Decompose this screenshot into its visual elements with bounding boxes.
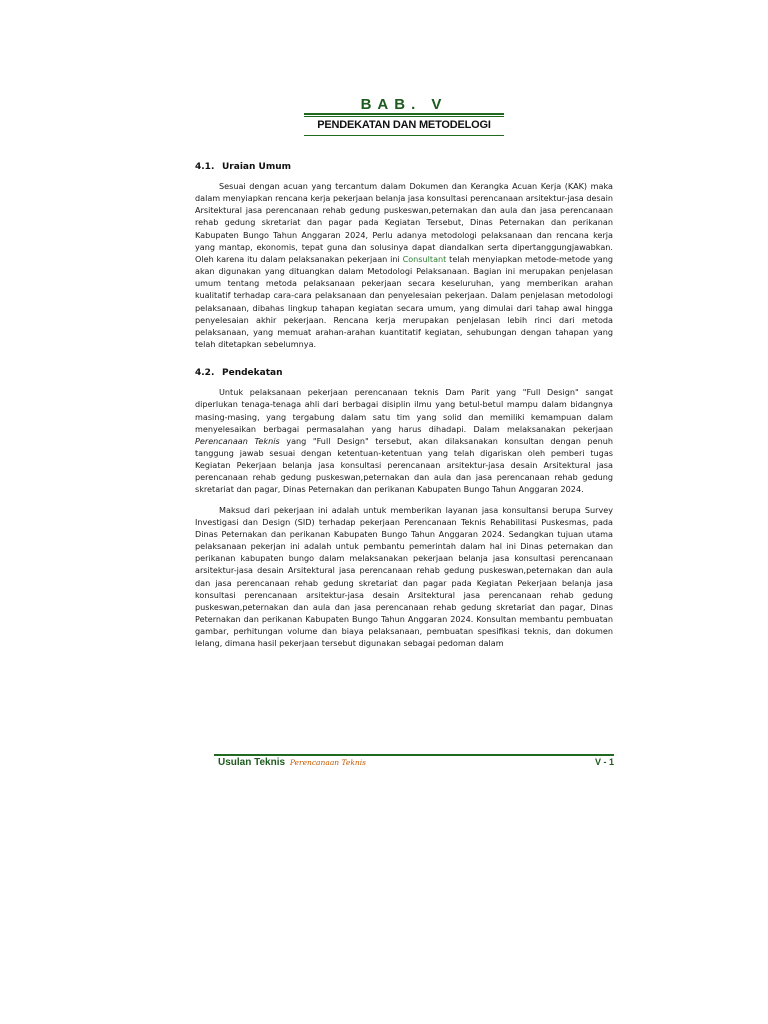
footer-rule [214,754,614,756]
page-number: V - 1 [594,757,614,767]
section-number: 4.1. [195,162,215,172]
document-body [195,160,613,657]
paragraph-text: Untuk pelaksanaan pekerjaan perencanaan teknis Dam Parit yang "Full Design" sangat diperlukan tenaga-tenaga ahli dari berbagai disiplin ilmu yang betul-betul mampu dalam bidangnya masing-masing, yang tergabung dalam satu tim yang solid dan memiliki kemampuan dalam menyelesaikan berbagai permasalahan yang harus dihadapi. Dalam melaksanakan pekerjaan [195,387,613,434]
paragraph [195,386,613,495]
page-title: PENDEKATAN DAN METODELOGI [317,119,491,131]
paragraph-text-continued: telah menyiapkan metode-metode yang akan digunakan yang dituangkan dalam Metodologi Pelaksanaan. Bagian ini merupakan penjelasan umum tentang metoda pelaksanaan pekerjaan secara keseluruhan, yang memberikan arahan kualitatif terhadap cara-cara pelaksanaan dan penyelesaian pekerjaan. Dalam penjelasan metodologi pelaksanaan, dibahas lingkup tahapan kegiatan secara umum, yang dimulai dari tahap awal hingga penyelesaian akhir pekerjaan. Rencana kerja merupakan penjelasan lebih rinci dari metoda pelaksanaan, yang memuat arahan-arahan kuantitatif kegiatan, sehubungan dengan tahapan yang telah ditetapkan sebelumnya. [195,253,613,350]
paragraph-text: Maksud dari pekerjaan ini adalah untuk memberikan layanan jasa konsultansi berupa Survey Investigasi dan Design (SID) terhadap pekerjaan Perencanaan Teknis Rehabilitasi Puskesmas, pada Dinas Peternakan dan perikanan Kabupaten Bungo Tahun Anggaran 2024. Sedangkan tujuan utama pelaksanaan pekerjan ini adalah untuk pembantu pemerintah dalam hal ini Dinas peternakan dan perikanan kabupaten bungo dalam melaksanakan pekerjaan belanja jasa konsultasi perencanaan arsitektur-jasa desain Arsitektural jasa perencanaan rehab gedung puskeswan,peternakan dan aula dan jasa perencanaan rehab gedung skretariat dan pagar pada Kegiatan Pekerjaan belanja jasa konsultasi perencanaan arsitektur-jasa desain Arsitektural jasa perencanaan rehab gedung puskeswan,peternakan dan aula dan jasa perencanaan rehab gedung skretariat dan pagar, Dinas Peternakan dan perikanan Kabupaten Bungo Tahun Anggaran 2024. Konsultan membantu pembuatan gambar, perhitungan volume dan biaya pelaksanaan, pembuatan spesifikasi teknis, dan dokumen lelang, dimana hasil pekerjaan tersebut digunakan sebagai pedoman dalam [195,504,613,649]
header-rule [304,113,504,115]
title-underline [304,135,504,136]
paragraph [195,504,613,650]
paragraph-highlight: Consultant [402,253,447,264]
footer-label [218,757,366,768]
footer-subtitle: Perencanaan Teknis [289,758,366,767]
paragraph-text-continued: yang "Full Design" tersebut, akan dilaksanakan konsultan dengan penuh tanggung jawab sesuai dengan ketentuan-ketentuan yang telah digariskan oleh pemberi tugas Kegiatan Pekerjaan belanja jasa konsultasi perencanaan arsitektur-jasa desain Arsitektural jasa perencanaan rehab gedung puskeswan,peternakan dan aula dan jasa perencanaan rehab gedung skretariat dan pagar, Dinas Peternakan dan perikanan Kabupaten Bungo Tahun Anggaran 2024. [195,435,613,495]
section-title: Uraian Umum [222,162,291,172]
header-rule-thin [304,116,504,117]
section-heading-uraian-umum [195,160,613,174]
section-number: 4.2. [195,368,215,379]
footer-title: Usulan Teknis [218,757,286,768]
paragraph [195,180,613,350]
chapter-title: BAB. V [360,96,448,113]
paragraph-italic: Perencanaan Teknis [195,435,280,446]
section-heading-pendekatan [195,366,613,380]
paragraph-text: Sesuai dengan acuan yang tercantum dalam Dokumen dan Kerangka Acuan Kerja (KAK) maka dalam menyiapkan rencana kerja pekerjaan belanja jasa konsultasi perencanaan arsitektur-jasa desain Arsitektural jasa perencanaan rehab gedung puskeswan,peternakan dan aula dan jasa perencanaan rehab gedung skretariat dan pagar pada Kegiatan Tersebut, Dinas Peternakan dan perikanan Kabupaten Bungo Tahun Anggaran 2024, Perlu adanya metodologi pelaksanaan dan rencana kerja yang mantap, ekonomis, tepat guna dan solusinya dapat diandalkan serta dipertanggungjawabkan. Oleh karena itu dalam pelaksanakan pekerjaan ini [195,181,613,264]
section-title: Pendekatan [222,368,283,379]
